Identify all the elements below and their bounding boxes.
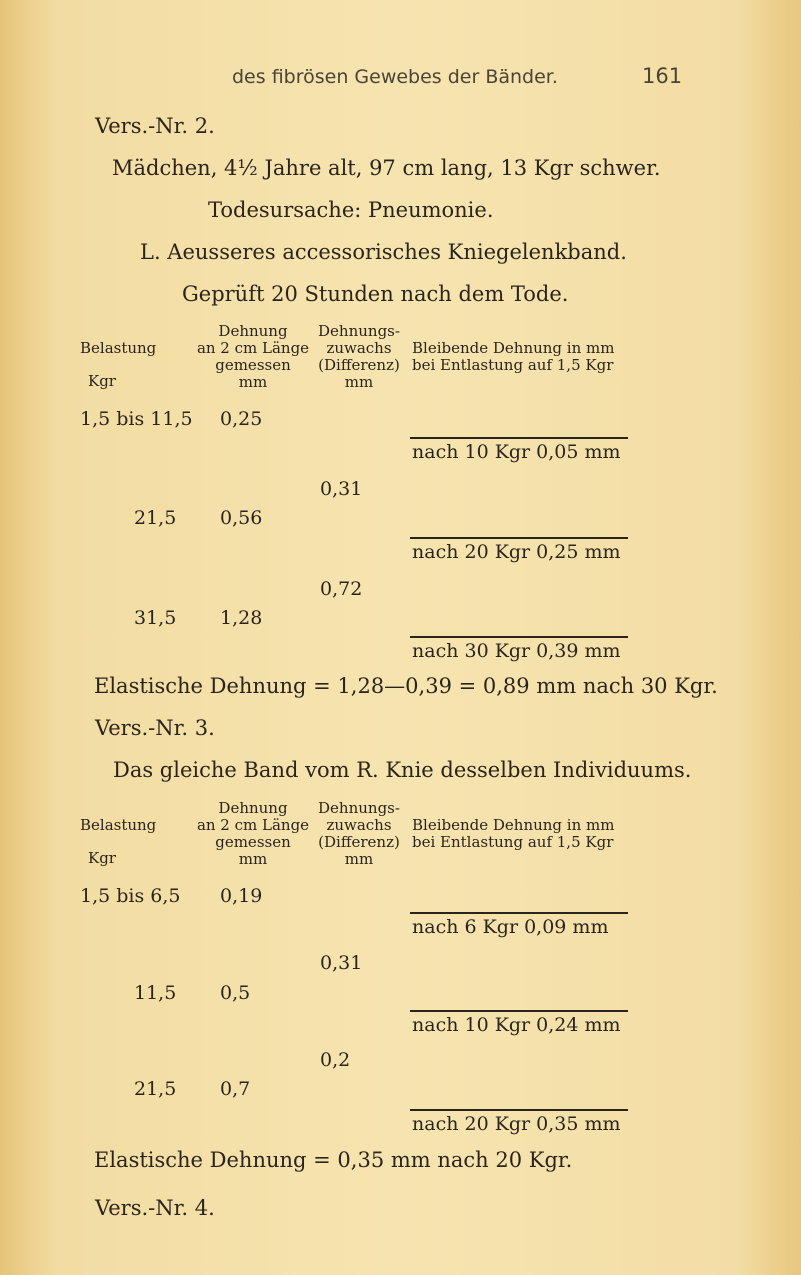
t2-stretch-2: 0,56	[220, 507, 263, 529]
t2-increment-2: 0,72	[320, 578, 363, 600]
t2-stretch-3: 1,28	[220, 607, 263, 629]
t2-header-dehnung: Dehnung an 2 cm Länge gemessen mm	[196, 322, 310, 391]
t2-permanent-1: nach 10 Kgr 0,05 mm	[412, 441, 621, 463]
t3-stretch-1: 0,19	[220, 885, 263, 907]
t2-header-bleibende: Bleibende Dehnung in mm bei Entlastung auf 1,5 Kgr	[412, 339, 615, 374]
t3-header-dehnung: Dehnung an 2 cm Länge gemessen mm	[196, 799, 310, 868]
t2-header-belastung: Belastung	[80, 339, 157, 357]
t3-load-1: 1,5 bis 6,5	[80, 885, 181, 907]
t2-increment-1: 0,31	[320, 478, 363, 500]
t3-header-zuwachs: Dehnungs- zuwachs (Differenz) mm	[318, 799, 400, 868]
t3-permanent-3: nach 20 Kgr 0,35 mm	[412, 1113, 621, 1135]
exp3-heading: Vers.-Nr. 3.	[95, 716, 215, 740]
t2-permanent-3: nach 30 Kgr 0,39 mm	[412, 640, 621, 662]
t2-rule-3	[410, 636, 628, 638]
t3-header-belastung: Belastung	[80, 816, 157, 834]
running-header-title: des fibrösen Gewebes der Bänder.	[232, 66, 558, 88]
exp4-heading: Vers.-Nr. 4.	[95, 1196, 215, 1220]
exp2-cause: Todesursache: Pneumonie.	[208, 198, 494, 222]
t3-rule-3	[410, 1109, 628, 1111]
t2-header-kgr: Kgr	[88, 372, 116, 390]
t3-stretch-2: 0,5	[220, 982, 251, 1004]
t3-permanent-2: nach 10 Kgr 0,24 mm	[412, 1014, 621, 1036]
t2-load-1: 1,5 bis 11,5	[80, 408, 193, 430]
t3-rule-1	[410, 912, 628, 914]
t3-increment-2: 0,2	[320, 1049, 351, 1071]
exp2-heading: Vers.-Nr. 2.	[95, 114, 215, 138]
t2-rule-1	[410, 437, 628, 439]
t3-load-3: 21,5	[134, 1078, 177, 1100]
exp2-subject: Mädchen, 4½ Jahre alt, 97 cm lang, 13 Kgr schwer.	[112, 156, 661, 180]
exp3-title: Das gleiche Band vom R. Knie desselben Individuums.	[113, 758, 692, 782]
t2-header-zuwachs: Dehnungs- zuwachs (Differenz) mm	[318, 322, 400, 391]
t2-stretch-1: 0,25	[220, 408, 263, 430]
t3-stretch-3: 0,7	[220, 1078, 251, 1100]
t3-header-bleibende: Bleibende Dehnung in mm bei Entlastung auf 1,5 Kgr	[412, 816, 615, 851]
t3-load-2: 11,5	[134, 982, 177, 1004]
t3-rule-2	[410, 1010, 628, 1012]
t3-header-kgr: Kgr	[88, 849, 116, 867]
t2-load-3: 31,5	[134, 607, 177, 629]
exp2-ligament: L. Aeusseres accessorisches Kniegelenkband.	[140, 240, 627, 264]
t2-load-2: 21,5	[134, 507, 177, 529]
t3-increment-1: 0,31	[320, 952, 363, 974]
page-number: 161	[642, 64, 683, 88]
t2-rule-2	[410, 537, 628, 539]
exp2-tested: Geprüft 20 Stunden nach dem Tode.	[182, 282, 569, 306]
exp3-elastic: Elastische Dehnung = 0,35 mm nach 20 Kgr.	[94, 1148, 573, 1172]
t3-permanent-1: nach 6 Kgr 0,09 mm	[412, 916, 609, 938]
t2-permanent-2: nach 20 Kgr 0,25 mm	[412, 541, 621, 563]
exp2-elastic: Elastische Dehnung = 1,28—0,39 = 0,89 mm nach 30 Kgr.	[94, 674, 718, 698]
